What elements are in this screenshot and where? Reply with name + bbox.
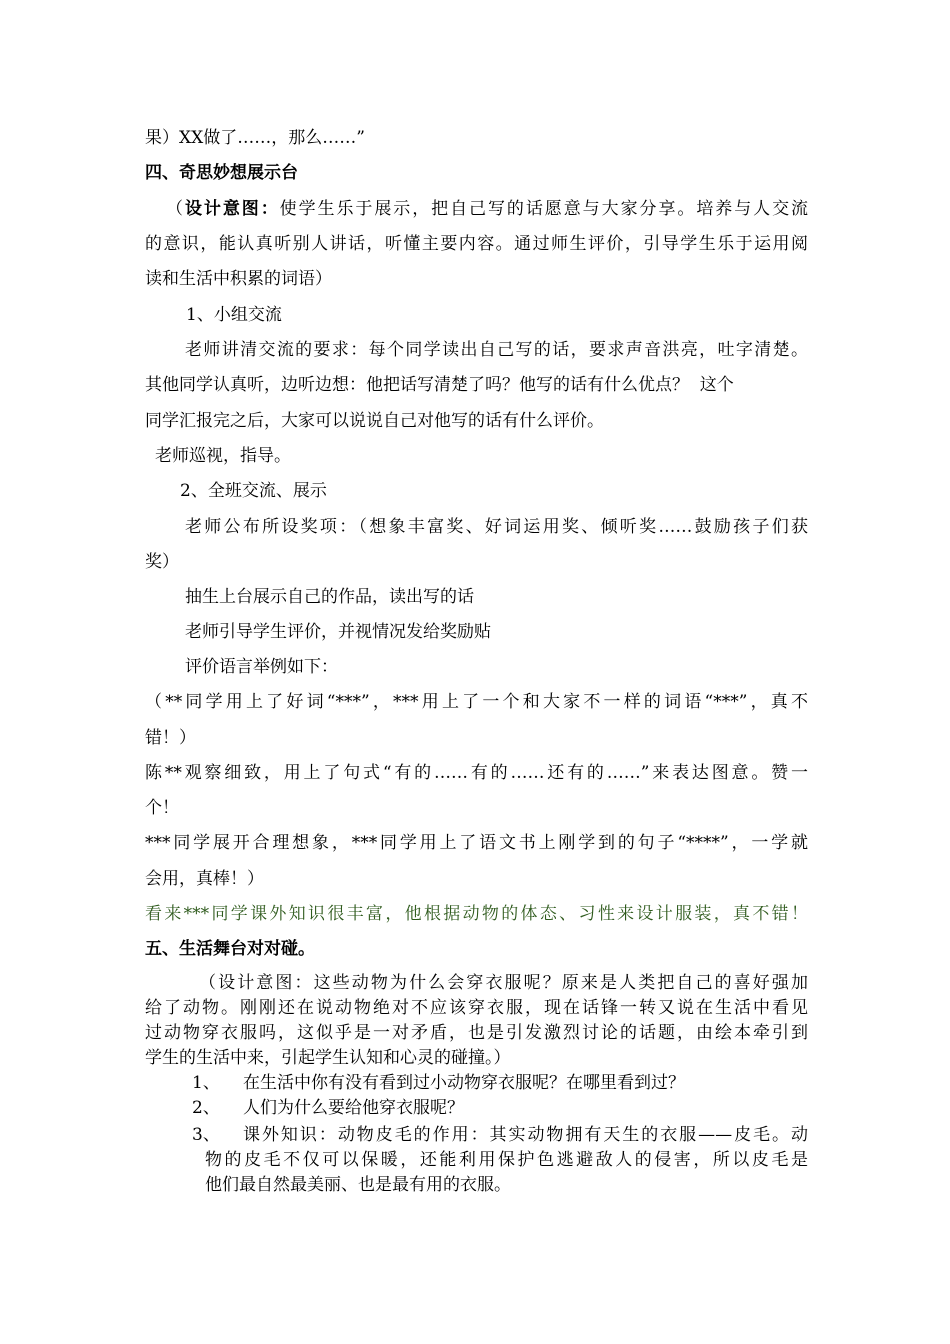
text-line: 同学汇报完之后，大家可以说说自己对他写的话有什么评价。	[145, 411, 604, 431]
list-item-text: 人们为什么要给他穿衣服呢？	[243, 1098, 464, 1118]
text-line: 奖）	[145, 552, 179, 572]
text-line: 个！	[145, 798, 179, 818]
text-line: （**同学用上了好词“***”，***用上了一个和大家不一样的词语“***”，真不	[145, 692, 808, 712]
design-intent-label: 设计意图：	[184, 199, 280, 219]
list-item-text: 他们最自然最美丽、也是最有用的衣服。	[205, 1175, 511, 1195]
text-line: （设计意图：这些动物为什么会穿衣服呢？原来是人类把自己的喜好强加	[199, 973, 808, 993]
text-line: 老师公布所设奖项：（想象丰富奖、好词运用奖、倾听奖……鼓励孩子们获	[185, 517, 808, 537]
list-number: 2、	[192, 1098, 220, 1118]
text-line: 的意识，能认真听别人讲话，听懂主要内容。通过师生评价，引导学生乐于运用阅	[145, 234, 808, 254]
section-heading-4: 四、奇思妙想展示台	[145, 163, 298, 183]
text-line: 抽生上台展示自己的作品，读出写的话	[185, 587, 474, 607]
section-heading-5: 五、生活舞台对对碰。	[145, 939, 315, 959]
text-line: 读和生活中积累的词语）	[145, 269, 332, 289]
text-line: 果）XX做了……，那么……”	[145, 128, 365, 148]
subheading: 2、全班交流、展示	[180, 481, 327, 501]
subheading: 1、小组交流	[186, 305, 282, 325]
list-item-text: 在生活中你有没有看到过小动物穿衣服呢？在哪里看到过？	[243, 1073, 685, 1093]
text-line: 看来***同学课外知识很丰富，他根据动物的体态、习性来设计服装，真不错！	[145, 904, 808, 924]
text-fragment: （	[166, 199, 185, 219]
text-line: 评价语言举例如下：	[185, 657, 338, 677]
text-line: ***同学展开合理想象，***同学用上了语文书上刚学到的句子“****”，一学就	[145, 833, 808, 853]
text-line: 老师引导学生评价，并视情况发给奖励贴	[185, 622, 491, 642]
list-number: 1、	[192, 1073, 220, 1093]
text-line: 给了动物。刚刚还在说动物绝对不应该穿衣服，现在话锋一转又说在生活中看见	[145, 998, 808, 1018]
text-line: 老师讲清交流的要求：每个同学读出自己写的话，要求声音洪亮，吐字清楚。	[185, 340, 808, 360]
list-number: 3、	[192, 1125, 220, 1145]
text-line: 错！）	[145, 728, 196, 748]
text-line: 会用，真棒！）	[145, 869, 264, 889]
text-line: 其他同学认真听，边听边想：他把话写清楚了吗？他写的话有什么优点？ 这个	[145, 375, 734, 395]
list-item-text: 课外知识：动物皮毛的作用：其实动物拥有天生的衣服——皮毛。动	[243, 1125, 808, 1145]
design-intent-line	[166, 198, 808, 220]
text-fragment: 使学生乐于展示，把自己写的话愿意与大家分享。培养与人交流	[279, 199, 809, 219]
text-line: 陈**观察细致，用上了句式“有的……有的……还有的……”来表达图意。赞一	[145, 763, 808, 783]
list-item-text: 物的皮毛不仅可以保暖，还能利用保护色逃避敌人的侵害，所以皮毛是	[205, 1150, 808, 1170]
text-line: 老师巡视，指导。	[155, 446, 291, 466]
text-line: 学生的生活中来，引起学生认知和心灵的碰撞。）	[145, 1048, 511, 1068]
text-line: 过动物穿衣服吗，这似乎是一对矛盾，也是引发激烈讨论的话题，由绘本牵引到	[145, 1023, 808, 1043]
